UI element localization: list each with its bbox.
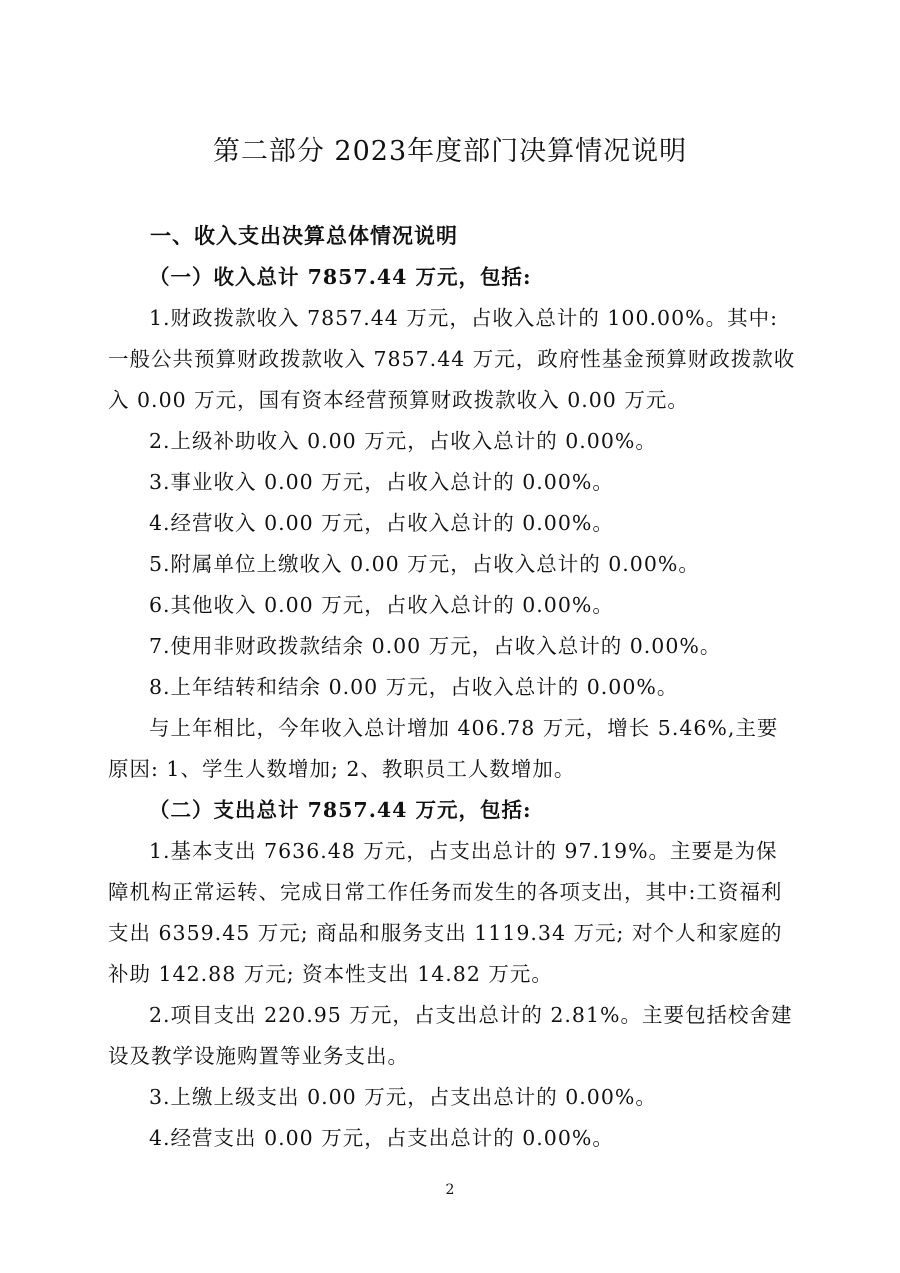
income-item: 1.财政拨款收入 7857.44 万元，占收入总计的 100.00%。其中:一般公共预算财政拨款收入 7857.44 万元，政府性基金预算财政拨款收入 0.00 万元，国有资本经营预算财政拨款收入 0.00 万元。	[108, 306, 796, 412]
expenditure-item: 2.项目支出 220.95 万元，占支出总计的 2.81%。主要包括校舍建设及教学设施购置等业务支出。	[108, 1003, 793, 1068]
section-heading: 一、收入支出决算总体情况说明	[150, 224, 458, 248]
income-item: 3.事业收入 0.00 万元，占收入总计的 0.00%。	[149, 470, 614, 494]
income-item: 5.附属单位上缴收入 0.00 万元，占收入总计的 0.00%。	[149, 552, 700, 576]
page-number: 2	[445, 1182, 455, 1198]
expenditure-item: 4.经营支出 0.00 万元，占支出总计的 0.00%。	[149, 1126, 614, 1150]
expenditure-subheading: （二）支出总计 7857.44 万元，包括:	[149, 798, 532, 822]
income-subheading: （一）收入总计 7857.44 万元，包括:	[149, 265, 532, 289]
income-item: 2.上级补助收入 0.00 万元，占收入总计的 0.00%。	[149, 429, 657, 453]
income-item: 8.上年结转和结余 0.00 万元，占收入总计的 0.00%。	[149, 675, 679, 699]
expenditure-item: 3.上缴上级支出 0.00 万元，占支出总计的 0.00%。	[149, 1085, 657, 1109]
income-item: 4.经营收入 0.00 万元，占收入总计的 0.00%。	[149, 511, 614, 535]
page-title: 第二部分 2023年度部门决算情况说明	[212, 136, 688, 167]
expenditure-item: 1.基本支出 7636.48 万元，占支出总计的 97.19%。主要是为保障机构正常运转、完成日常工作任务而发生的各项支出，其中:工资福利支出 6359.45 万元; 商品和服务支出 1119.34 万元; 对个人和家庭的补助 142.88 万元; 资本性支出 14.82 万元。	[108, 839, 783, 986]
income-item: 6.其他收入 0.00 万元，占收入总计的 0.00%。	[149, 593, 614, 617]
income-comparison: 与上年相比，今年收入总计增加 406.78 万元，增长 5.46%,主要原因: 1、学生人数增加; 2、教职员工人数增加。	[108, 716, 779, 781]
document-body	[108, 216, 798, 1159]
income-item: 7.使用非财政拨款结余 0.00 万元，占收入总计的 0.00%。	[149, 634, 722, 658]
